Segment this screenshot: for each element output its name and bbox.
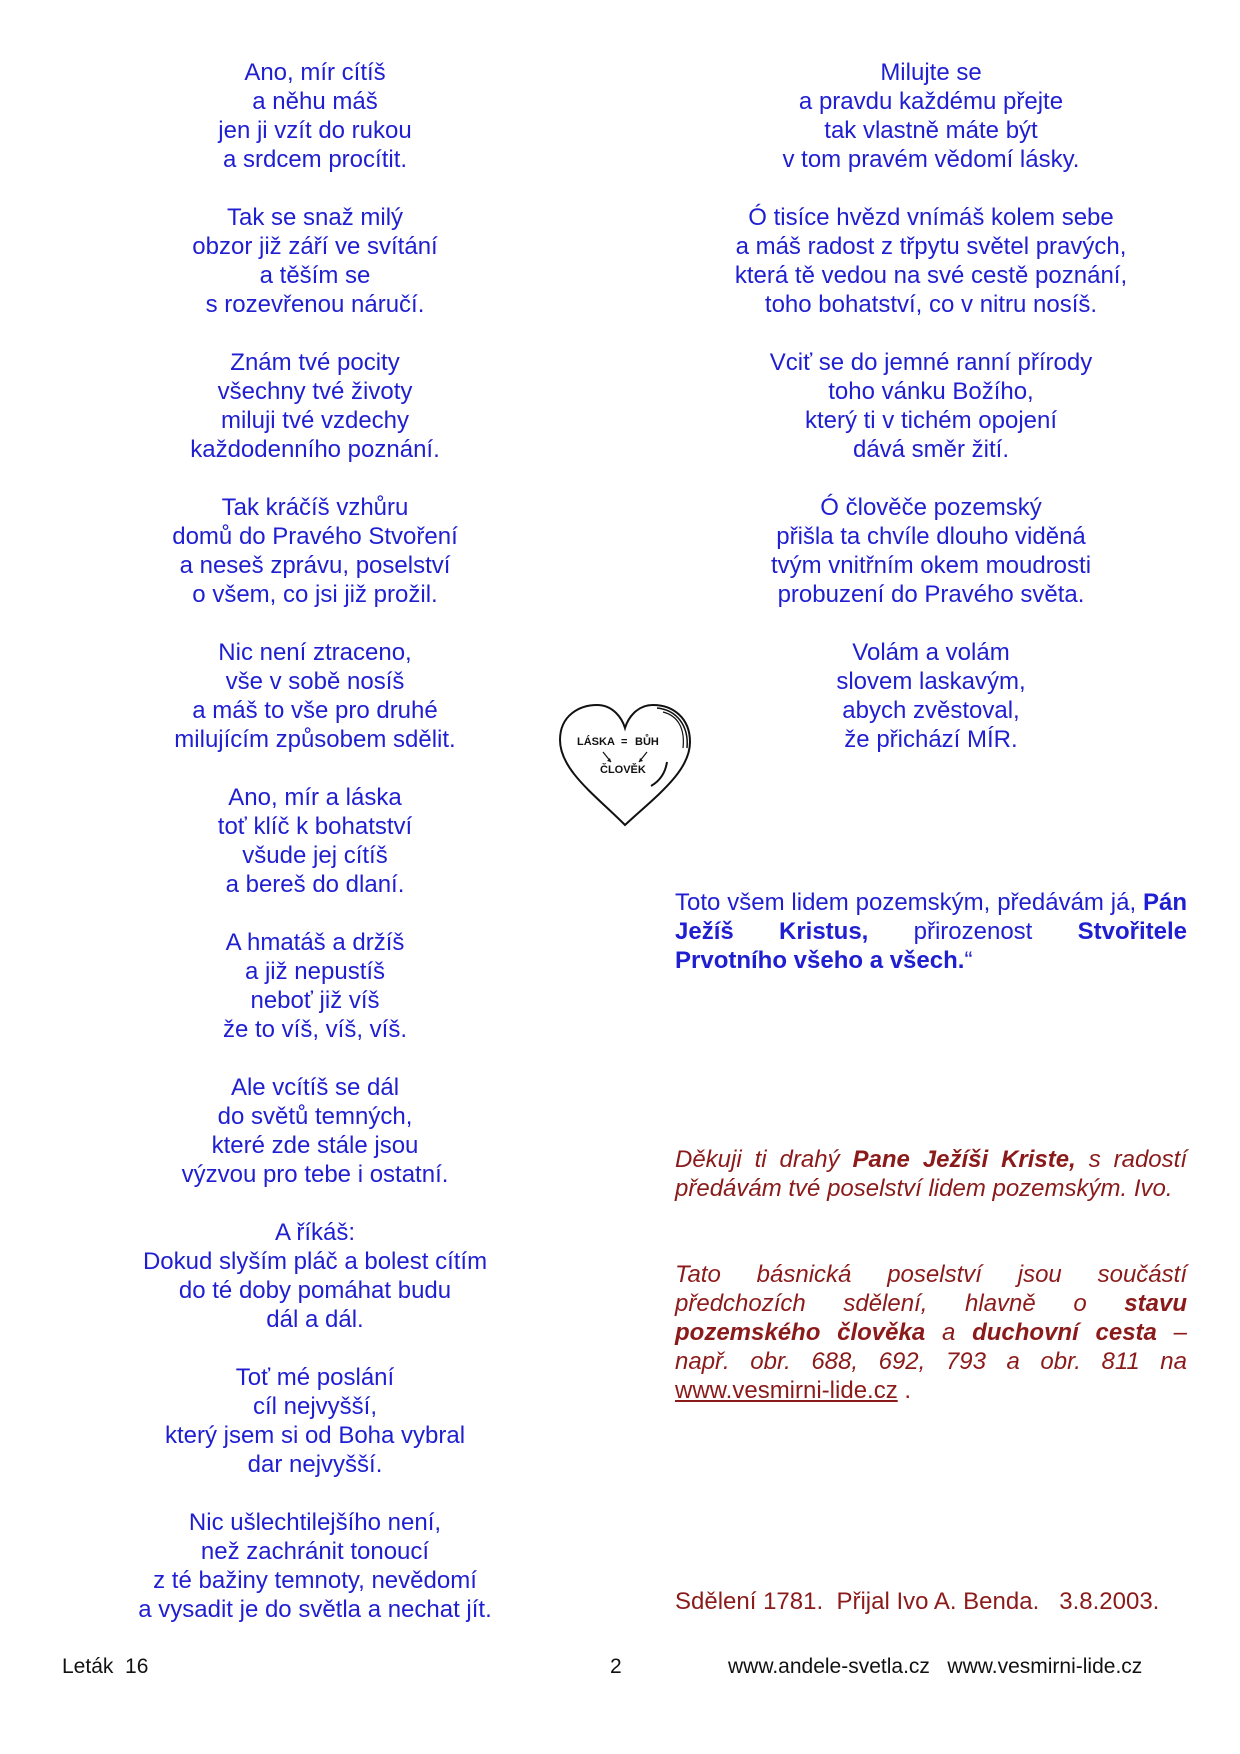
message-name-bold: Pán Ježíš Kristus,: [675, 889, 1187, 945]
poem-line: z té bažiny temnoty, nevědomí: [153, 1567, 477, 1594]
poem-line: přišla ta chvíle dlouho viděná: [776, 523, 1086, 550]
poem-line: slovem laskavým,: [836, 668, 1026, 695]
poem-line: A hmatáš a držíš: [225, 929, 405, 956]
heart-label-equals: =: [621, 736, 628, 748]
note-bold-path: duchovní cesta: [972, 1319, 1157, 1346]
stanza: [675, 203, 1187, 319]
footer-websites: www.andele-svetla.cz www.vesmirni-lide.cz: [728, 1655, 1143, 1678]
poem-line: dává směr žití.: [852, 436, 1010, 463]
poem-line: a něhu máš: [252, 88, 378, 115]
message-text: Toto všem lidem pozemským, předávám já,: [675, 889, 1143, 916]
footer-leaflet-number: Leták 16: [62, 1655, 149, 1678]
stanza: [100, 1363, 530, 1479]
poem-line: tak vlastně máte být: [824, 117, 1038, 144]
poem-line: a srdcem procítit.: [222, 146, 408, 173]
poem-line: a vysadit je do světla a nechat jít.: [138, 1596, 492, 1623]
poem-line: Tak kráčíš vzhůru: [221, 494, 409, 521]
poem-line: všude jej cítíš: [242, 842, 388, 869]
poem-line: jen ji vzít do rukou: [218, 117, 412, 144]
stanza: [100, 638, 530, 754]
poem-line: které zde stále jsou: [211, 1132, 419, 1159]
poem-line: a již nepustíš: [244, 958, 386, 985]
poem-line: abych zvěstoval,: [842, 697, 1020, 724]
stanza: [100, 928, 530, 1044]
thanks-name-bold: Pane Ježíši Kriste,: [852, 1146, 1076, 1173]
note-paragraph: [675, 1260, 1187, 1405]
stanza: [100, 1218, 530, 1334]
poem-line: obzor již září ve svítání: [192, 233, 438, 260]
poem-line: Znám tvé pocity: [230, 349, 400, 376]
poem-line: Vciť se do jemné ranní přírody: [769, 349, 1093, 376]
stanza: [675, 638, 1187, 754]
poem-line: každodenního poznání.: [190, 436, 440, 463]
footer-page-number: 2: [610, 1655, 622, 1678]
poem-line: milujícím způsobem sdělit.: [174, 726, 456, 753]
poem-line: Dokud slyším pláč a bolest cítím: [142, 1248, 488, 1275]
poem-line: výzvou pro tebe i ostatní.: [181, 1161, 449, 1188]
stanza: [100, 1073, 530, 1189]
poem-line: o všem, co jsi již prožil.: [192, 581, 438, 608]
note-bold-state: stavu pozemského člověka: [675, 1290, 1187, 1346]
poem-line: tvým vnitřním okem moudrosti: [770, 552, 1092, 579]
poem-line: Ó tisíce hvězd vnímáš kolem sebe: [748, 204, 1114, 231]
right-poem-column: [675, 58, 1187, 783]
message-text-2: přirozenost: [868, 918, 1078, 945]
poem-line: miluji tvé vzdechy: [220, 407, 410, 434]
note-text-4: .: [897, 1377, 912, 1404]
poem-line: Volám a volám: [852, 639, 1010, 666]
stanza: [100, 1508, 530, 1624]
poem-line: vše v sobě nosíš: [225, 668, 405, 695]
poem-line: s rozevřenou náručí.: [205, 291, 425, 318]
poem-line: Ale vcítíš se dál: [230, 1074, 400, 1101]
poem-line: toť klíč k bohatství: [217, 813, 413, 840]
poem-line: A říkáš:: [274, 1219, 356, 1246]
poem-line: domů do Pravého Stvoření: [172, 523, 458, 550]
poem-line: Ano, mír a láska: [228, 784, 402, 811]
note-text-3: – např. obr. 688, 692, 793 a obr. 811 na: [675, 1319, 1187, 1375]
poem-line: Nic není ztraceno,: [218, 639, 412, 666]
poem-line: že přichází MÍR.: [844, 726, 1018, 753]
poem-line: do té doby pomáhat budu: [178, 1277, 452, 1304]
poem-line: neboť již víš: [250, 987, 380, 1014]
poem-line: toho bohatství, co v nitru nosíš.: [764, 291, 1098, 318]
poem-line: Ano, mír cítíš: [244, 59, 386, 86]
heart-emblem: [555, 700, 695, 830]
note-text: Tato básnická poselství jsou součástí předchozích sdělení, hlavně o: [675, 1261, 1187, 1317]
poem-line: Tak se snaž milý: [226, 204, 404, 231]
poem-line: který ti v tichém opojení: [804, 407, 1058, 434]
stanza: [100, 493, 530, 609]
stanza: [100, 783, 530, 899]
poem-line: do světů temných,: [217, 1103, 413, 1130]
poem-line: Ó člověče pozemský: [820, 494, 1042, 521]
poem-line: Toť mé poslání: [235, 1364, 395, 1391]
poem-line: a bereš do dlaní.: [225, 871, 405, 898]
poem-line: která tě vedou na své cestě poznání,: [734, 262, 1128, 289]
poem-line: který jsem si od Boha vybral: [164, 1422, 466, 1449]
poem-line: dál a dál.: [266, 1306, 364, 1333]
left-poem-column: [100, 58, 530, 1653]
heart-label-laska: LÁSKA: [577, 736, 615, 748]
poem-line: dar nejvyšší.: [247, 1451, 383, 1478]
stanza: [675, 58, 1187, 174]
poem-line: a máš to vše pro druhé: [192, 697, 438, 724]
closing-message: [675, 888, 1187, 975]
message-quote-mark: “: [964, 947, 973, 974]
vesmirni-lide-link[interactable]: www.vesmirni-lide.cz: [675, 1377, 898, 1404]
stanza: [100, 348, 530, 464]
poem-line: probuzení do Pravého světa.: [777, 581, 1085, 608]
note-text-2: a: [925, 1319, 973, 1346]
poem-line: a těším se: [259, 262, 371, 289]
poem-line: v tom pravém vědomí lásky.: [782, 146, 1080, 173]
thanks-text: Děkuji ti drahý: [675, 1146, 853, 1173]
poem-line: a neseš zprávu, poselství: [179, 552, 451, 579]
poem-line: a pravdu každému přejte: [798, 88, 1064, 115]
signature-line: Sdělení 1781. Přijal Ivo A. Benda. 3.8.2003.: [675, 1588, 1160, 1615]
poem-line: toho vánku Božího,: [828, 378, 1034, 405]
stanza: [100, 58, 530, 174]
poem-line: že to víš, víš, víš.: [222, 1016, 408, 1043]
thanks-paragraph: [675, 1145, 1187, 1203]
poem-line: než zachránit tonoucí: [200, 1538, 430, 1565]
message-creator-bold: Stvořitele Prvotního všeho a všech.: [675, 918, 1187, 974]
heart-label-buh: BŮH: [635, 736, 659, 748]
heart-label-clovek: ČLOVĚK: [600, 764, 646, 776]
thanks-text-2: s radostí předávám tvé poselství lidem pozemským. Ivo.: [675, 1146, 1187, 1202]
poem-line: všechny tvé životy: [217, 378, 413, 405]
poem-line: Nic ušlechtilejšího není,: [188, 1509, 442, 1536]
stanza: [100, 203, 530, 319]
poem-line: Milujte se: [880, 59, 982, 86]
poem-line: a máš radost z třpytu světel pravých,: [735, 233, 1127, 260]
poem-line: cíl nejvyšší,: [252, 1393, 378, 1420]
stanza: [675, 348, 1187, 464]
stanza: [675, 493, 1187, 609]
